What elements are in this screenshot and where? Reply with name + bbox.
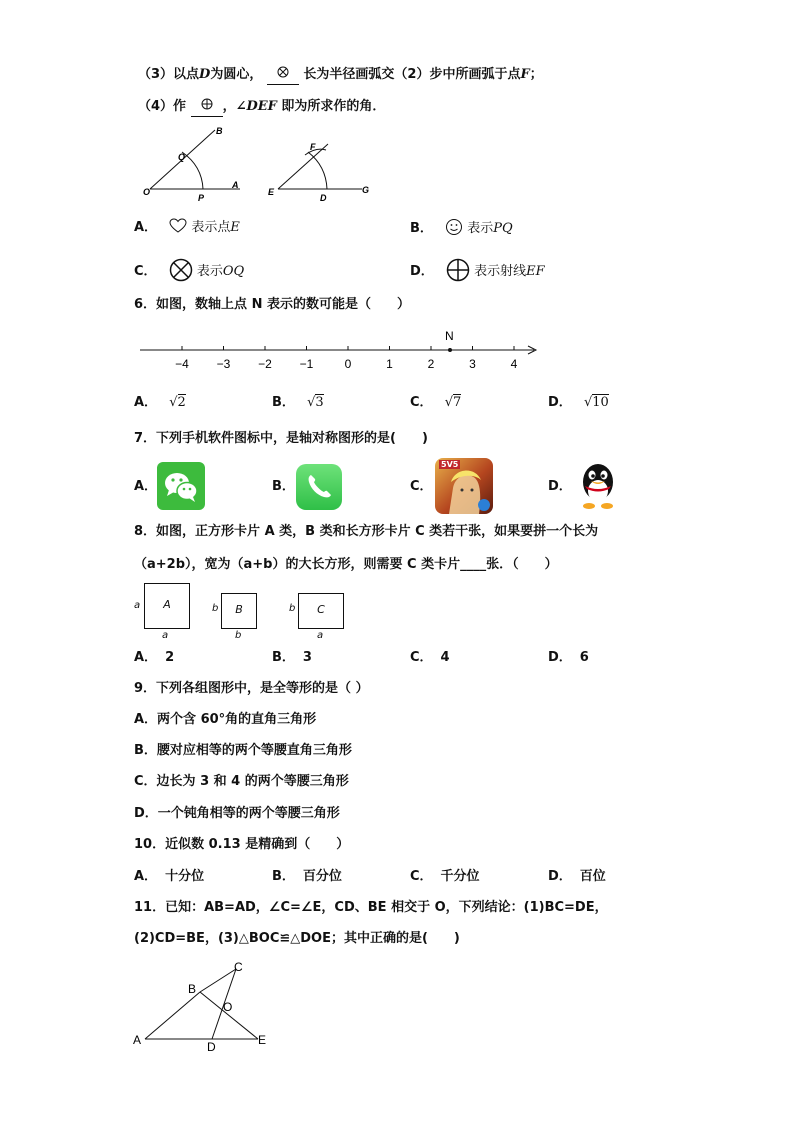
option-text: 表示: [467, 221, 494, 236]
q8-option-b[interactable]: [272, 649, 312, 667]
radicand: 2: [177, 395, 186, 410]
q8-stem-line2: （a+2b），宽为（a+b）的大长方形，则需要 C 类卡片____张．（ ）: [134, 557, 558, 572]
game-hero-icon: [435, 458, 493, 514]
q5-step4-end: 即为所求作的角．: [276, 99, 386, 114]
label-O: O: [143, 187, 151, 197]
option-label: A．: [134, 869, 158, 884]
option-label: D．: [548, 650, 572, 665]
q9-option-d[interactable]: D．一个钝角相等的两个等腰三角形: [134, 806, 340, 821]
q5-option-a[interactable]: [134, 218, 240, 237]
q6-option-b[interactable]: [272, 394, 324, 412]
q11-stem-line2: (2)CD=BE，(3)△BOC≌△DOE；其中正确的是( ): [134, 931, 460, 946]
option-label: A．: [134, 650, 158, 665]
q11-stem-line1: 11．已知：AB=AD，∠C=∠E，CD、BE 相交于 O，下列结论：(1)BC=DE，: [134, 900, 608, 915]
tick-label: 4: [510, 357, 518, 371]
sqrt-sign: √: [444, 395, 453, 410]
option-label: D．: [548, 479, 572, 494]
q10-option-a[interactable]: [134, 868, 204, 886]
penguin-icon: [576, 460, 620, 512]
q10-option-b[interactable]: [272, 868, 342, 886]
option-label: A．: [134, 220, 158, 235]
label-A: A: [232, 180, 239, 190]
card-a-side-label: a: [134, 600, 141, 611]
q8-option-a[interactable]: [134, 649, 174, 667]
option-text: 百位: [579, 869, 606, 884]
label-Q: Q: [178, 152, 186, 162]
option-text: 百分位: [302, 869, 342, 884]
q8-option-d[interactable]: [548, 649, 589, 667]
q8-option-c[interactable]: [410, 649, 450, 667]
point-n-label: N: [445, 329, 454, 343]
tick-label: 0: [344, 357, 352, 371]
q5-option-c[interactable]: [134, 258, 244, 282]
q5-option-d[interactable]: [410, 258, 545, 282]
card-c-name: C: [317, 603, 325, 616]
heart-icon: [169, 218, 187, 234]
option-text: 表示: [196, 264, 223, 279]
label-G: G: [362, 185, 370, 195]
label-F: F: [310, 142, 316, 152]
radicand: 7: [452, 395, 462, 410]
option-label: C．: [410, 395, 433, 410]
option-label: D．: [410, 264, 434, 279]
card-c-side-label: b: [289, 603, 296, 614]
phone-handset: [296, 464, 342, 510]
card-b-bottom-label: b: [235, 630, 242, 641]
option-text: 6: [579, 650, 589, 665]
card-b-name: B: [235, 603, 243, 616]
q6-option-a[interactable]: [134, 394, 186, 412]
option-var: EF: [526, 264, 545, 279]
q5-step3-f: F: [520, 67, 530, 82]
option-label: B．: [272, 650, 295, 665]
circle-cross-icon: [277, 66, 289, 78]
right-angle-figure: [268, 142, 369, 203]
game-badge: 5V5: [441, 460, 459, 469]
tick-label: 3: [469, 357, 476, 371]
option-label: B．: [272, 869, 295, 884]
circle-cross-blank: [267, 66, 299, 85]
q5-step3-mid2: 长为半径画弧交（2）步中所画弧于点: [303, 67, 521, 82]
q5-step3-d: D: [199, 67, 211, 82]
tick-label: 1: [386, 357, 393, 371]
option-text: 2: [165, 650, 175, 665]
sqrt-sign: √: [583, 395, 593, 410]
penguin-figure: [576, 460, 620, 512]
q5-step4-angle: ∠DEF: [235, 99, 277, 114]
tick-label: −4: [175, 357, 189, 371]
q6-option-d[interactable]: [548, 394, 609, 412]
label-B: B: [216, 126, 223, 136]
label-A: A: [133, 1033, 142, 1047]
label-C: C: [234, 960, 243, 974]
option-label: C．: [410, 650, 433, 665]
q6-option-c[interactable]: [410, 394, 461, 412]
option-label: B．: [272, 479, 295, 494]
q5-step3: [138, 66, 543, 85]
option-var: PQ: [493, 221, 513, 236]
label-P: P: [198, 193, 205, 203]
q11-triangle-figure: [130, 958, 280, 1054]
q9-stem: 9．下列各组图形中，是全等形的是（ ）: [134, 681, 369, 696]
option-label: A．: [134, 479, 158, 494]
card-a-bottom-label: a: [162, 630, 169, 641]
option-label: D．: [548, 869, 572, 884]
point-n: [448, 348, 452, 352]
label-E: E: [268, 187, 275, 197]
q5-step4-pre: （4）作: [138, 99, 187, 114]
q5-step4-mid: ，: [222, 99, 236, 114]
option-var: E: [230, 220, 240, 235]
left-angle-figure: [143, 126, 240, 203]
radicand: 10: [592, 395, 609, 410]
tick-label: 2: [427, 357, 435, 371]
label-B: B: [188, 982, 197, 996]
option-text: 十分位: [165, 869, 205, 884]
q10-option-c[interactable]: [410, 868, 480, 886]
q5-step3-mid: 为圆心，: [210, 67, 263, 82]
label-O: O: [223, 1000, 233, 1014]
sqrt-sign: √: [169, 395, 178, 410]
label-D: D: [207, 1040, 216, 1054]
option-label: C．: [410, 869, 433, 884]
option-label: B．: [272, 395, 295, 410]
smiley-icon: [445, 218, 463, 236]
card-b: [221, 593, 257, 629]
q5-step4: [138, 98, 385, 117]
option-label: C．: [134, 264, 157, 279]
q9-option-c[interactable]: C．边长为 3 和 4 的两个等腰三角形: [134, 774, 349, 789]
option-label: D．: [548, 395, 572, 410]
option-var: OQ: [222, 264, 245, 279]
number-line: [138, 326, 543, 374]
q9-option-b[interactable]: B．腰对应相等的两个等腰直角三角形: [134, 743, 352, 758]
card-b-side-label: b: [212, 603, 219, 614]
tick-label: −1: [299, 357, 314, 371]
q9-option-a[interactable]: A．两个含 60°角的直角三角形: [134, 712, 317, 727]
card-a: [144, 583, 190, 629]
tick-label: −2: [258, 357, 272, 371]
phone-icon: [296, 464, 342, 510]
card-a-name: A: [163, 598, 171, 611]
q5-option-b[interactable]: [410, 218, 513, 238]
q5-step3-end: ；: [529, 67, 543, 82]
tick-label: −3: [216, 357, 231, 371]
option-label: C．: [410, 479, 433, 494]
q5-construction-figure: [140, 122, 380, 204]
circle-plus-icon: [201, 98, 213, 110]
card-c-bottom-label: a: [317, 630, 324, 641]
wechat-icon: [157, 462, 205, 510]
card-c: [298, 593, 344, 629]
q7-stem: 7．下列手机软件图标中，是轴对称图形的是( ): [134, 431, 428, 446]
circle-cross-icon: [169, 258, 193, 282]
circle-plus-blank: [191, 98, 223, 117]
q10-stem: 10．近似数 0.13 是精确到（ ）: [134, 837, 350, 852]
q8-stem-line1: 8．如图，正方形卡片 A 类，B 类和长方形卡片 C 类若干张，如果要拼一个长为: [134, 524, 599, 539]
sqrt-sign: √: [307, 395, 316, 410]
radicand: 3: [315, 395, 324, 410]
option-text: 3: [302, 650, 312, 665]
option-text: 4: [440, 650, 450, 665]
circle-plus-icon: [446, 258, 470, 282]
q10-option-d[interactable]: [548, 868, 606, 886]
wechat-bubbles: [157, 462, 205, 510]
option-label: B．: [410, 221, 433, 236]
option-text: 表示点: [191, 220, 231, 235]
label-D: D: [320, 193, 327, 203]
q6-stem: 6．如图，数轴上点 N 表示的数可能是（ ）: [134, 297, 410, 312]
label-E: E: [258, 1033, 267, 1047]
q5-step3-pre: （3）以点: [138, 67, 200, 82]
option-text: 千分位: [440, 869, 480, 884]
option-text: 表示射线: [474, 264, 527, 279]
option-label: A．: [134, 395, 158, 410]
